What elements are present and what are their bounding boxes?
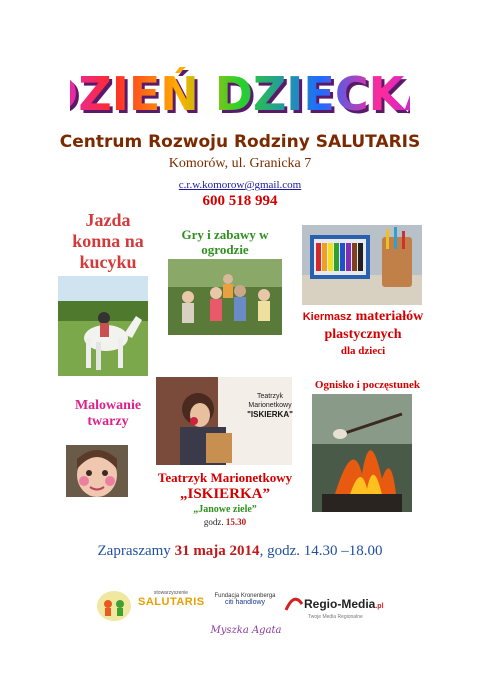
puppet-theatre-sign: Teatrzyk Marionetkowy "ISKIERKA" [247, 393, 293, 419]
event-title [70, 62, 410, 120]
kronenberg-logo: Fundacja Kronenberga citi handlowy [214, 593, 276, 606]
bonfire-heading: Ognisko i poczęstunek [314, 379, 421, 391]
face-painting-photo [66, 445, 128, 497]
myszka-agata-logo: Myszka Agata [210, 625, 282, 636]
title-shadow: ZIEŃ DZIECK [81, 70, 408, 120]
puppet-theatre-photo [156, 377, 292, 465]
crafts-photo [302, 225, 422, 305]
face-painting-heading: Malowanie twarzy [74, 398, 142, 429]
organization-name: Centrum Rozwoju Rodziny SALUTARIS [59, 132, 421, 152]
garden-games-photo [168, 259, 282, 335]
email-link[interactable]: c.r.w.komorow@gmail.com [178, 179, 302, 191]
games-heading: Gry i zabawy w ogrodzie [181, 227, 269, 257]
phone-number: 600 518 994 [202, 193, 278, 209]
centrum-logo [96, 590, 132, 622]
puppet-theatre-heading: Teatrzyk Marionetkowy „ISKIERKA” „Janowe ziele” godz. 15.30 [157, 470, 293, 527]
invitation-line: Zapraszamy 31 maja 2014, godz. 14.30 –18.00 [97, 543, 383, 559]
horse-photo [58, 276, 148, 376]
regio-swoosh-icon [284, 596, 304, 614]
craft-fair-heading: Kiermasz materiałów plastycznych dla dzieci [302, 309, 424, 357]
bonfire-photo [312, 394, 412, 512]
salutaris-logo: stowarzyszenie SALUTARIS [138, 590, 205, 608]
horse-riding-heading: Jazda konna na kucyku [72, 210, 144, 272]
title-text: ZIEŃ DZIECK [78, 67, 405, 120]
address: Komorów, ul. Granicka 7 [168, 156, 312, 171]
